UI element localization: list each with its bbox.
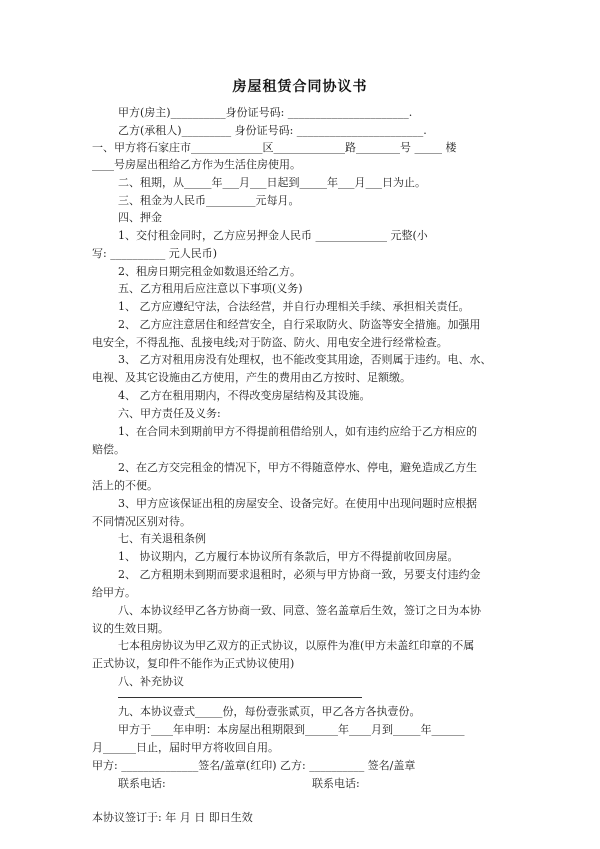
clause-5-item-4: 4、 乙方在租用期内，不得改变房屋结构及其设施。: [118, 389, 371, 402]
party-a-line: 甲方(房主)__________身份证号码: ______________________.: [118, 106, 413, 119]
party-b-line: 乙方(承租人)_________ 身份证号码: _______________________.: [118, 124, 427, 137]
clause-5-item-2-line-2: 电安全，不得乱拖、乱接电线;对于防盗、防火、用电安全进行经常检查。: [92, 336, 448, 349]
official-clause-line-2: 正式协议，复印件不能作为正式协议使用): [92, 657, 295, 670]
clause-6-item-2-line-2: 活上的不便。: [92, 479, 158, 492]
clause-1-line-1: 一、甲方将石家庄市_____________区_____________路________号 _____ 楼: [92, 141, 457, 154]
clause-7-heading: 七、有关退租条例: [118, 532, 206, 545]
clause-5-item-2-line-1: 2、 乙方应注意居住和经营安全，自行采取防火、防盗等安全措施。加强用: [118, 318, 481, 331]
clause-6-item-3-line-1: 3、甲方应该保证出租的房屋安全、设备完好。在使用中出现问题时应根据: [118, 497, 477, 510]
party-a-phone: 联系电话:: [118, 777, 166, 790]
clause-8-line-2: 议的生效日期。: [92, 622, 169, 635]
party-b-phone: 联系电话:: [312, 777, 360, 790]
clause-6-item-1-line-1: 1、在合同未到期前甲方不得提前租借给别人，如有违约应给于乙方相应的: [118, 425, 477, 438]
clause-3-rent: 三、租金为人民币_________元每月。: [118, 194, 300, 207]
clause-5-item-3-line-2: 电视、及其它设施由乙方使用，产生的费用由乙方按时、足额缴。: [92, 371, 411, 384]
clause-6-item-3-line-2: 不同情况区别对待。: [92, 515, 191, 528]
clause-1-line-2: ____号房屋出租给乙方作为生活住房使用。: [92, 158, 301, 171]
statement-line-2: 月______日止，届时甲方将收回自用。: [92, 741, 279, 754]
clause-4-item-1-line-2: 写: __________ 元人民币): [92, 247, 217, 260]
clause-9-copies: 九、本协议壹式_____份，每份壹张贰页，甲乙各方各执壹份。: [118, 705, 421, 718]
clause-4-heading: 四、押金: [118, 211, 162, 224]
clause-2-term: 二、租期，从_____年___月___日起到_____年___月___日为止。: [118, 176, 426, 189]
clause-5-item-3-line-1: 3、 乙方对租用房没有处理权，也不能改变其用途，否则属于违约。电、水、: [118, 353, 492, 366]
clause-7-item-2-line-1: 2、 乙方租期未到期而要求退租时，必须与甲方协商一致，另要支付违约金: [118, 568, 481, 581]
clause-5-item-1: 1、 乙方应遵纪守法，合法经营，并自行办理相关手续、承担相关责任。: [118, 300, 470, 313]
official-clause-line-1: 七本租房协议为甲乙双方的正式协议，以原件为准(甲方未盖红印章的不属: [118, 639, 475, 652]
document-title: 房屋租赁合同协议书: [232, 79, 368, 95]
signature-line: 甲方: ______________签名/盖章(红印) 乙方: __________ 签名/盖章: [92, 759, 416, 772]
clause-4-item-2: 2、租房日期完租金如数退还给乙方。: [118, 265, 301, 278]
supplement-heading: 八、补充协议: [118, 675, 184, 688]
clause-6-item-1-line-2: 赔偿。: [92, 443, 125, 456]
clause-7-item-1: 1、 协议期内，乙方履行本协议所有条款后，甲方不得提前收回房屋。: [118, 550, 459, 563]
clause-6-item-2-line-1: 2、在乙方交完租金的情况下，甲方不得随意停水、停电，避免造成乙方生: [118, 461, 477, 474]
signing-date-line: 本协议签订于: 年 月 日 即日生效: [92, 811, 253, 824]
clause-8-line-1: 八、本协议经甲乙各方协商一致、同意、签名盖章后生效，签订之日为本协: [118, 604, 481, 617]
clause-7-item-2-line-2: 给甲方。: [92, 586, 136, 599]
supplement-blank-line: [118, 697, 362, 698]
clause-4-item-1-line-1: 1、交付租金同时，乙方应另押金人民币 _____________ 元整(小: [118, 229, 428, 242]
clause-5-heading: 五、乙方租用后应注意以下事项(义务): [118, 282, 303, 295]
clause-6-heading: 六、甲方责任及义务:: [118, 407, 221, 420]
statement-line-1: 甲方于____年申明：本房屋出租期限到______年____月到_____年______: [118, 723, 465, 736]
